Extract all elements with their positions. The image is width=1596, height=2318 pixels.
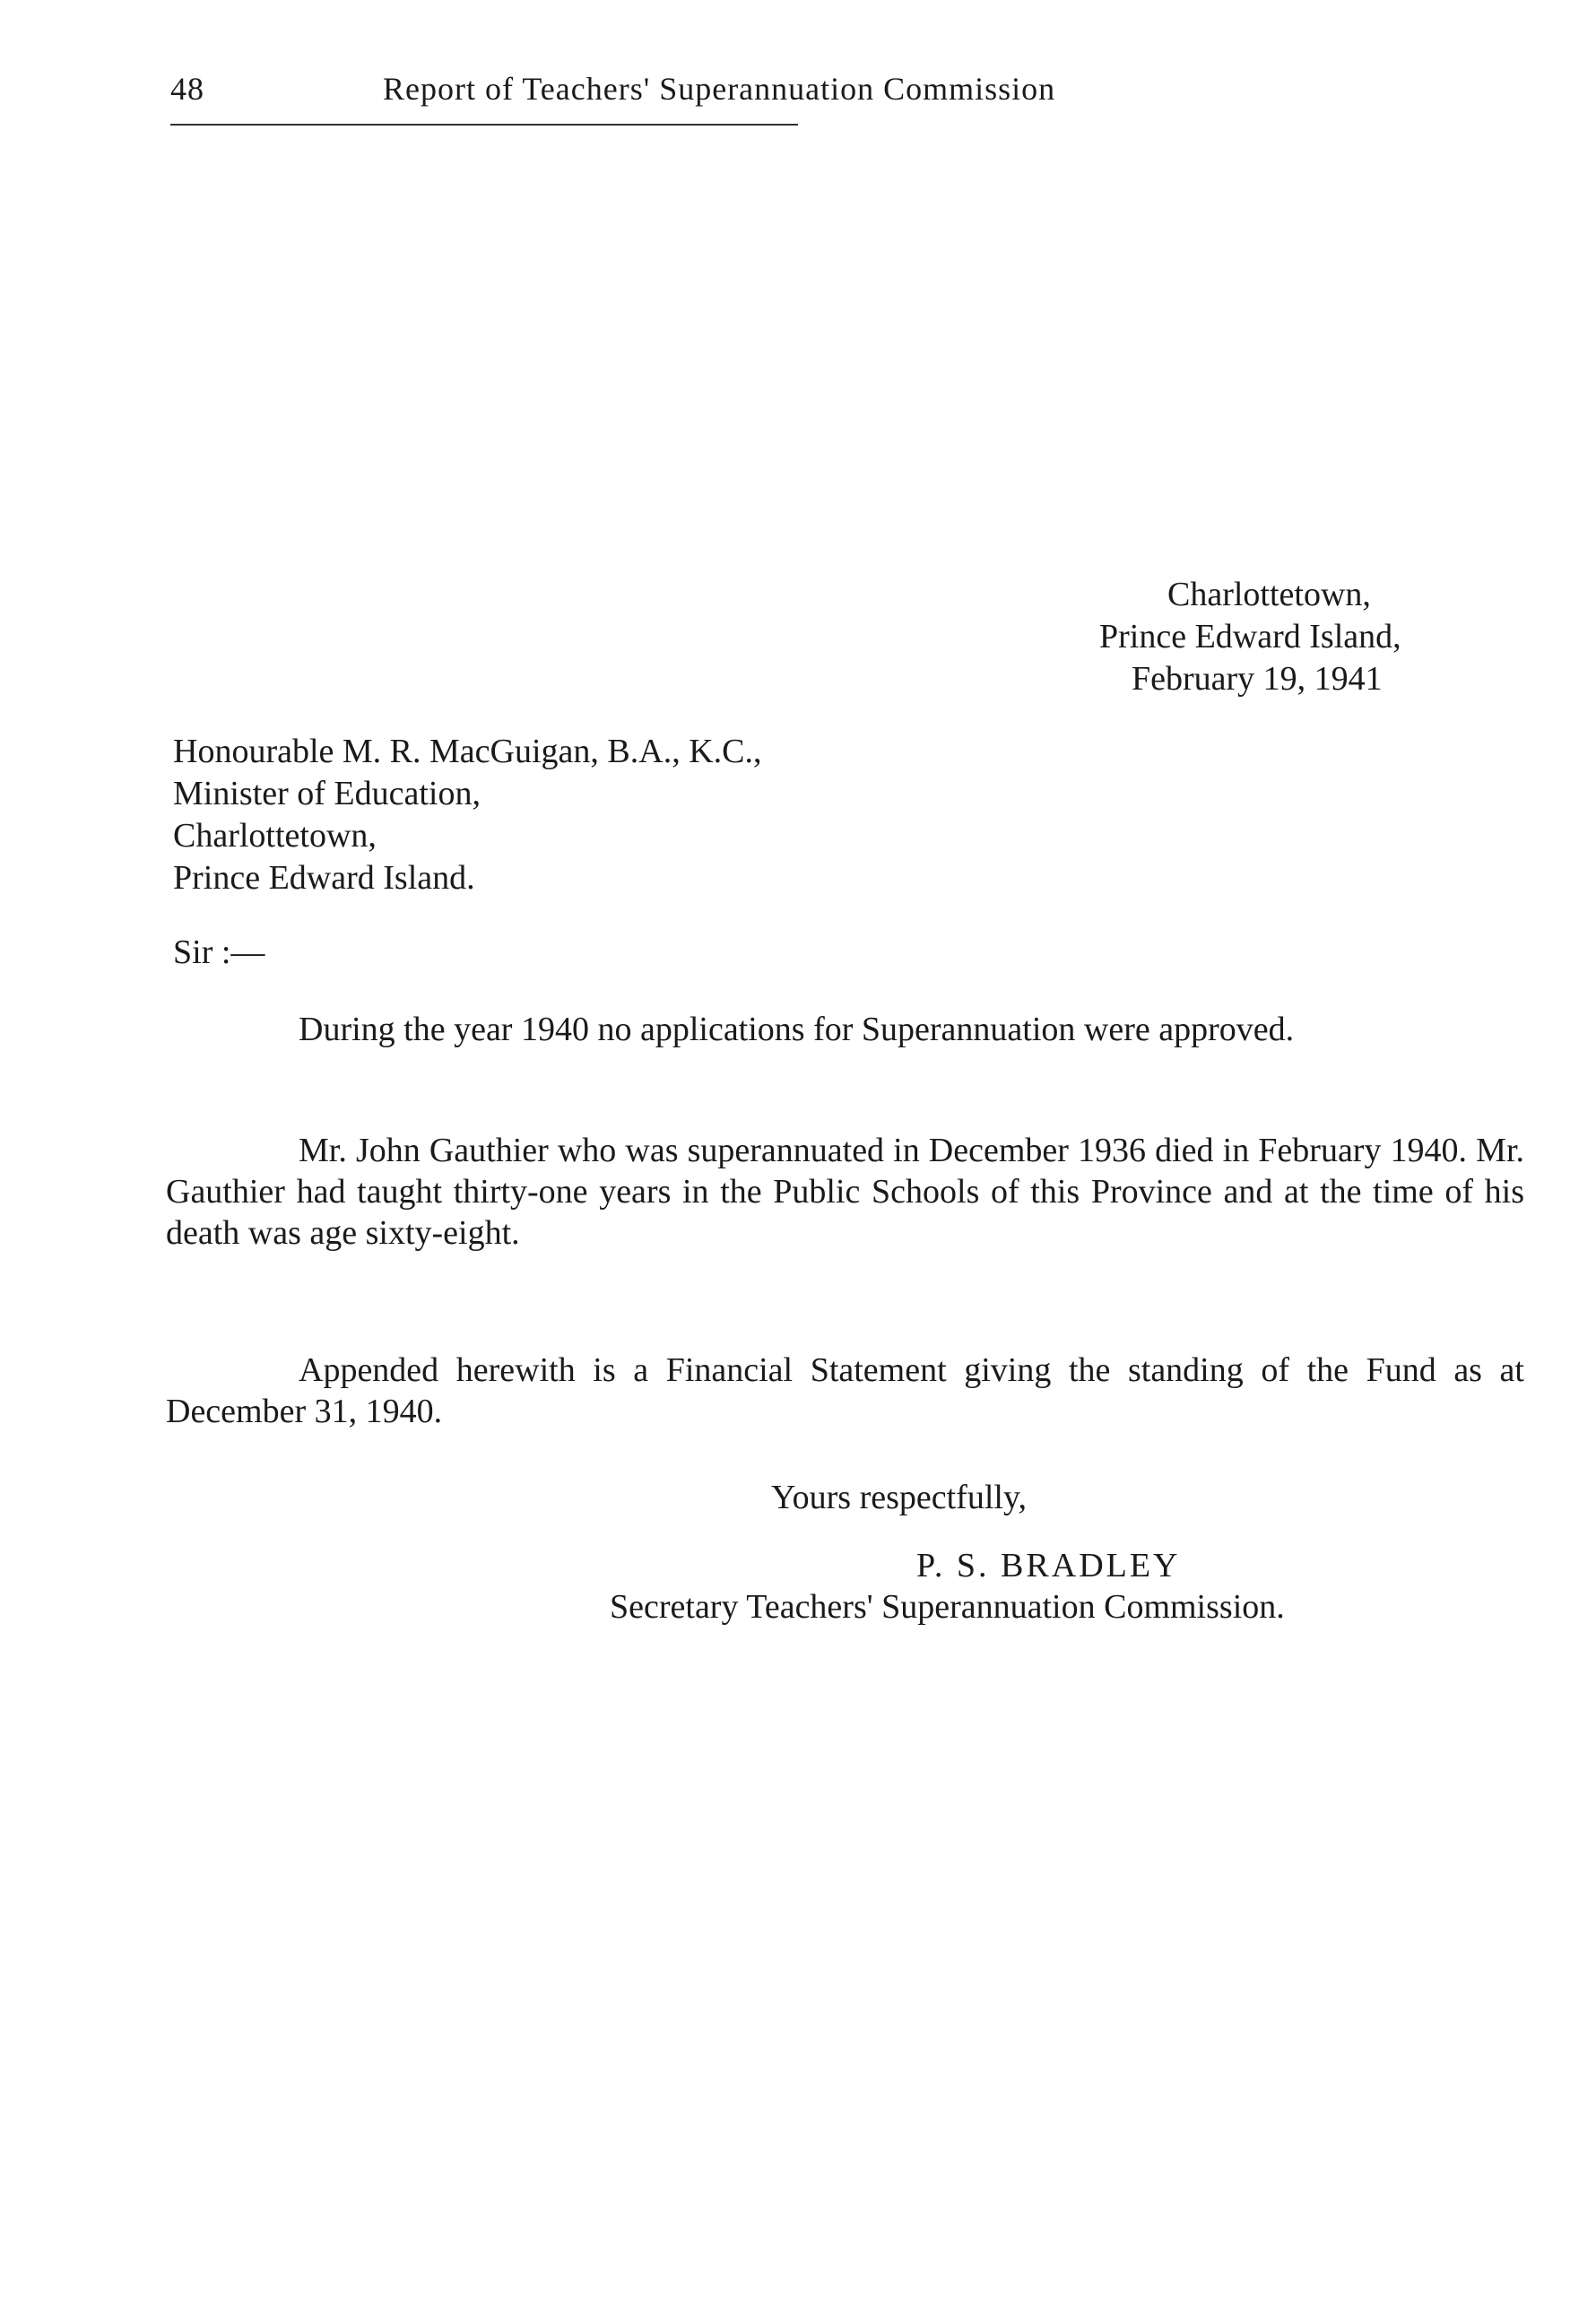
place-province: Prince Edward Island,: [1099, 618, 1401, 655]
address-line-recipient: Honourable M. R. MacGuigan, B.A., K.C.,: [173, 733, 762, 770]
address-line-office: Minister of Education,: [173, 775, 481, 812]
header-rule: [170, 124, 798, 126]
place-city: Charlottetown,: [1167, 576, 1371, 613]
letter-date: February 19, 1941: [1132, 660, 1383, 698]
running-head: [170, 70, 1300, 115]
body-paragraph: Mr. John Gauthier who was superannuated in December 1936 died in February 1940. Mr. Gauthier had taught thirty-one years in the Public Schools of this Province and at the time of his death was age sixty-eight.: [166, 1132, 1524, 1252]
signer-name: P. S. BRADLEY: [916, 1547, 1181, 1584]
body-paragraph: During the year 1940 no applications for Superannuation were approved.: [299, 1011, 1295, 1048]
complimentary-close: Yours respectfully,: [771, 1479, 1027, 1516]
address-line-city: Charlottetown,: [173, 817, 377, 855]
address-line-province: Prince Edward Island.: [173, 859, 475, 897]
page-number: 48: [170, 71, 204, 107]
place-and-date: [1076, 574, 1542, 700]
signer-title: Secretary Teachers' Superannuation Commission.: [610, 1588, 1285, 1626]
running-title: Report of Teachers' Superannuation Commission: [383, 71, 1056, 107]
body-paragraph: Appended herewith is a Financial Statement giving the standing of the Fund as at December 31, 1940.: [166, 1351, 1524, 1430]
inside-address: [173, 731, 1070, 899]
salutation: Sir :—: [173, 933, 265, 971]
